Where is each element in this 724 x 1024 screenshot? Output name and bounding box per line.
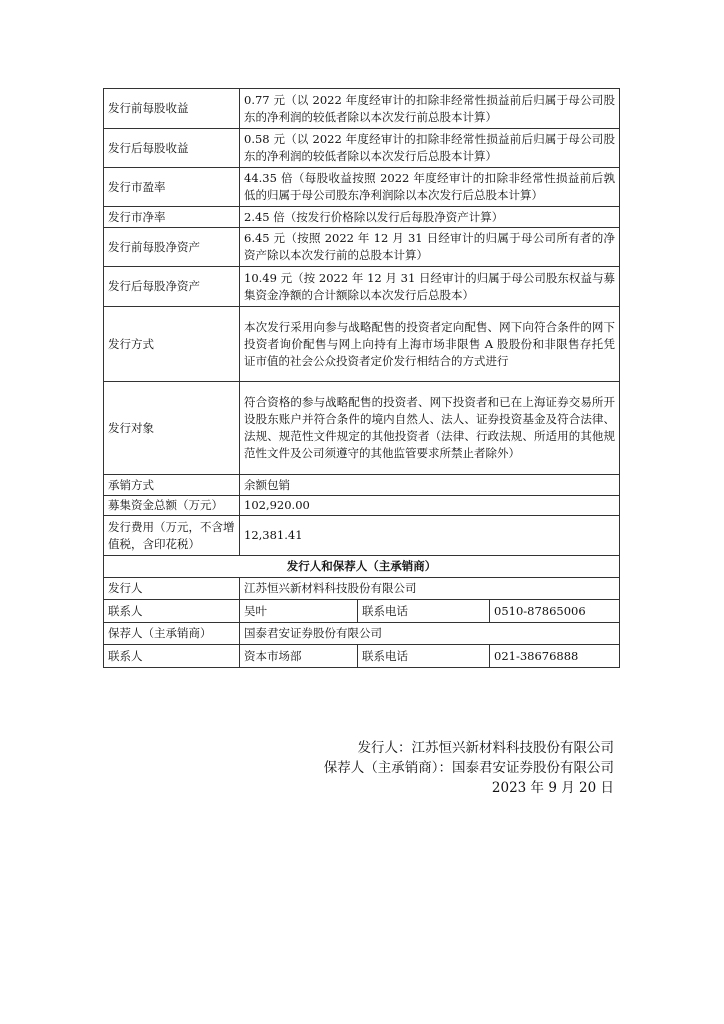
row-value: 本次发行采用向参与战略配售的投资者定向配售、网下向符合条件的网下投资者询价配售与网上向持有上海市场非限售 A 股股份和非限售存托凭证市值的社会公众投资者定价发行相结合的方式进行 (240, 307, 620, 382)
row-label: 发行方式 (104, 307, 240, 382)
table-row (104, 600, 620, 623)
contact-value: 吴叶 (240, 600, 358, 623)
row-label: 承销方式 (104, 475, 240, 496)
phone-label: 联系电话 (358, 600, 490, 623)
phone-label: 联系电话 (358, 645, 490, 668)
table-row (104, 129, 620, 168)
signature-date: 2023 年 9 月 20 日 (491, 780, 614, 796)
issuer-signature: 发行人：江苏恒兴新材料科技股份有限公司 (357, 740, 614, 756)
row-value: 10.49 元（按 2022 年 12 月 31 日经审计的归属于母公司股东权益与募集资金净额的合计额除以本次发行后总股本） (240, 267, 620, 307)
row-value: 0.77 元（以 2022 年度经审计的扣除非经常性损益前后归属于母公司股东的净利润的较低者除以本次发行前总股本计算） (240, 89, 620, 129)
table-row (104, 623, 620, 645)
table-row (104, 267, 620, 307)
row-label: 发行后每股收益 (104, 129, 240, 168)
table-row (104, 645, 620, 668)
table-row (104, 382, 620, 475)
row-value: 余额包销 (240, 475, 620, 496)
row-value: 符合资格的参与战略配售的投资者、网下投资者和已在上海证券交易所开设股东账户并符合条件的境内自然人、法人、证券投资基金及符合法律、法规、规范性文件规定的其他投资者（法律、行政法规、所适用的其他规范性文件及公司须遵守的其他监管要求所禁止者除外） (240, 382, 620, 475)
table-row (104, 578, 620, 600)
row-value: 44.35 倍（每股收益按照 2022 年度经审计的扣除非经常性损益前后孰低的归属于母公司股东净利润除以本次发行后总股本计算） (240, 168, 620, 207)
row-value: 6.45 元（按照 2022 年 12 月 31 日经审计的归属于母公司所有者的净资产除以本次发行前的总股本计算） (240, 228, 620, 267)
contact-label: 联系人 (104, 600, 240, 623)
row-label: 发行后每股净资产 (104, 267, 240, 307)
row-label: 发行市净率 (104, 207, 240, 228)
sponsor-value: 国泰君安证券股份有限公司 (240, 623, 620, 645)
issuer-value: 江苏恒兴新材料科技股份有限公司 (240, 578, 620, 600)
row-label: 发行对象 (104, 382, 240, 475)
row-value: 102,920.00 (240, 496, 620, 516)
row-label: 募集资金总额（万元） (104, 496, 240, 516)
row-value: 0.58 元（以 2022 年度经审计的扣除非经常性损益前后归属于母公司股东的净利润的较低者除以本次发行后总股本计算） (240, 129, 620, 168)
table-row (104, 516, 620, 556)
row-value: 2.45 倍（按发行价格除以发行后每股净资产计算） (240, 207, 620, 228)
phone-value: 021-38676888 (490, 645, 620, 668)
sponsor-label: 保荐人（主承销商） (104, 623, 240, 645)
issuance-info-table (103, 88, 620, 668)
sponsor-signature: 保荐人（主承销商）：国泰君安证券股份有限公司 (323, 760, 614, 776)
table-row (104, 89, 620, 129)
table-row (104, 168, 620, 207)
contact-value: 资本市场部 (240, 645, 358, 668)
signature-block (324, 738, 614, 798)
issuer-label: 发行人 (104, 578, 240, 600)
section-title: 发行人和保荐人（主承销商） (104, 556, 620, 578)
table-row (104, 307, 620, 382)
row-label: 发行前每股净资产 (104, 228, 240, 267)
row-label: 发行费用（万元，不含增值税，含印花税） (104, 516, 240, 556)
row-value: 12,381.41 (240, 516, 620, 556)
row-label: 发行前每股收益 (104, 89, 240, 129)
table-row (104, 475, 620, 496)
row-label: 发行市盈率 (104, 168, 240, 207)
table-row (104, 228, 620, 267)
table-row (104, 207, 620, 228)
table-row (104, 496, 620, 516)
contact-label: 联系人 (104, 645, 240, 668)
section-header-row (104, 556, 620, 578)
phone-value: 0510-87865006 (490, 600, 620, 623)
